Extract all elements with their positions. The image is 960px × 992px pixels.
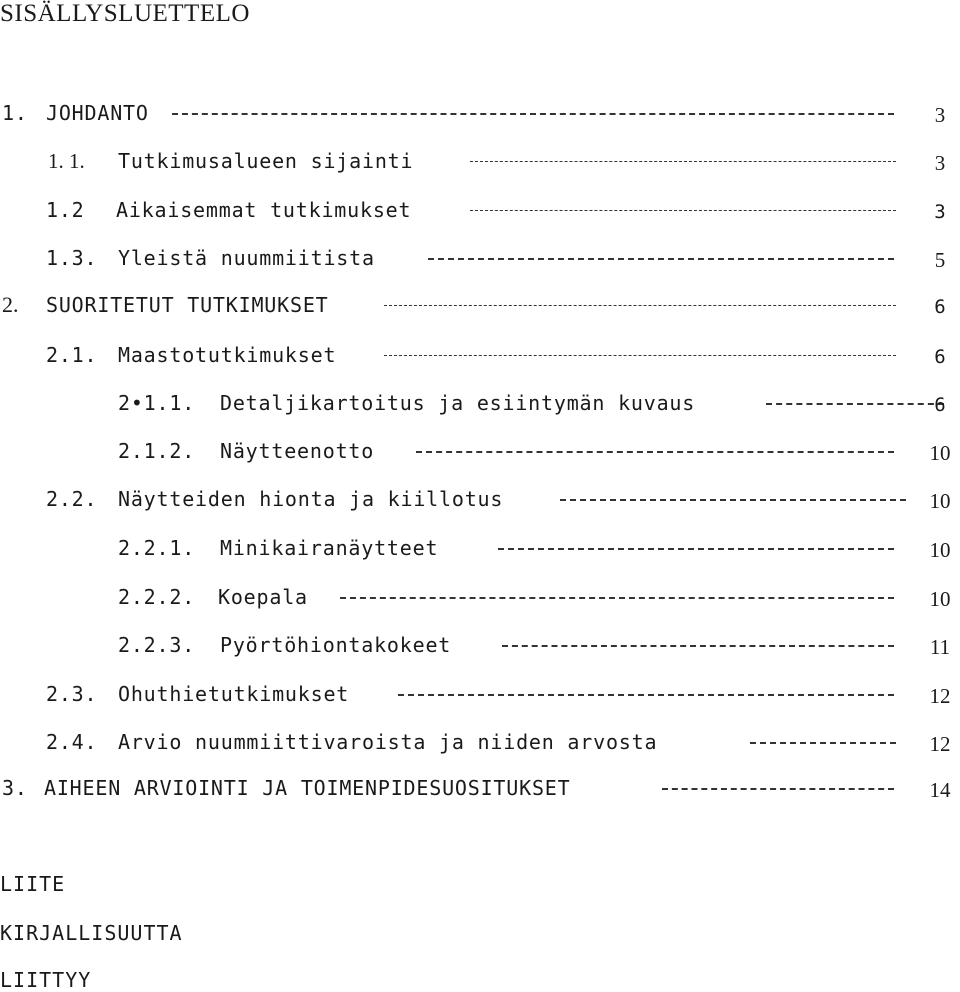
entry-title: Aikaisemmat tutkimukset xyxy=(116,198,412,222)
entry-title: Näytteenotto xyxy=(220,439,375,463)
page-title: SISÄLLYSLUETTELO xyxy=(0,0,250,27)
entry-title: JOHDANTO xyxy=(46,101,149,125)
entry-number: 3. xyxy=(2,776,28,800)
entry-page-number: 3 xyxy=(934,151,946,175)
toc-entry xyxy=(0,729,960,759)
toc-entry xyxy=(0,438,960,468)
entry-title: Minikairanäytteet xyxy=(220,536,439,560)
appendix-heading: LIITE xyxy=(0,872,66,896)
entry-number: 2.2.3. xyxy=(118,633,196,657)
entry-number: 1.3. xyxy=(46,246,98,270)
dot-leader xyxy=(398,694,894,696)
dot-leader xyxy=(498,548,894,550)
entry-title: Yleistä nuummiitista xyxy=(118,246,375,270)
entry-title: Ohuthietutkimukset xyxy=(118,682,350,706)
dot-leader xyxy=(172,113,894,115)
dot-leader xyxy=(750,742,896,744)
entry-number: 2.1.2. xyxy=(118,439,196,463)
dot-leader xyxy=(340,597,894,599)
entry-number: 2.1. xyxy=(46,343,98,367)
entry-page-number: 10 xyxy=(929,489,951,513)
entry-page-number: 5 xyxy=(934,248,946,272)
entry-page-number: 10 xyxy=(929,538,951,562)
toc-entry xyxy=(0,632,960,662)
entry-page-number: 6 xyxy=(934,346,946,368)
toc-entry xyxy=(0,245,960,275)
entry-page-number: 3 xyxy=(934,103,946,127)
attachments-heading: LIITTYY xyxy=(0,968,92,992)
toc-entry xyxy=(0,100,960,130)
entry-title: Näytteiden hionta ja kiillotus xyxy=(118,487,504,511)
entry-title: Pyörtöhiontakokeet xyxy=(220,633,452,657)
entry-number: 2.2.2. xyxy=(118,585,196,609)
dot-leader xyxy=(384,305,896,306)
entry-title: Koepala xyxy=(218,585,308,609)
toc-entry xyxy=(0,292,960,322)
entry-title: AIHEEN ARVIOINTI JA TOIMENPIDESUOSITUKSET xyxy=(44,776,571,800)
entry-number: 2•1.1. xyxy=(118,391,196,415)
entry-number: 2.2. xyxy=(46,487,98,511)
dot-leader xyxy=(766,403,944,405)
entry-title: Tutkimusalueen sijainti xyxy=(118,149,414,173)
entry-page-number: 6 xyxy=(934,394,946,416)
entry-number: 2. xyxy=(2,292,19,317)
entry-page-number: 10 xyxy=(929,587,951,611)
toc-entry xyxy=(0,486,960,516)
entry-page-number: 12 xyxy=(929,732,951,756)
toc-entry xyxy=(0,342,960,372)
dot-leader xyxy=(470,210,896,211)
entry-number: 1. xyxy=(2,101,28,125)
dot-leader xyxy=(416,451,894,453)
entry-page-number: 10 xyxy=(929,441,951,465)
entry-number: 2.3. xyxy=(46,682,98,706)
entry-page-number: 11 xyxy=(929,635,951,659)
entry-page-number: 6 xyxy=(934,296,946,318)
toc-entry xyxy=(0,584,960,614)
entry-page-number: 14 xyxy=(929,778,951,802)
toc-entry xyxy=(0,390,960,420)
toc-entry xyxy=(0,197,960,227)
toc-entry xyxy=(0,148,960,178)
dot-leader xyxy=(502,645,894,647)
toc-entry xyxy=(0,535,960,565)
dot-leader xyxy=(428,258,894,260)
entry-number: 2.4. xyxy=(46,730,98,754)
entry-title: Arvio nuummiittivaroista ja niiden arvosta xyxy=(118,730,658,754)
toc-entry xyxy=(0,681,960,711)
dot-leader xyxy=(662,788,894,790)
entry-title: SUORITETUT TUTKIMUKSET xyxy=(46,293,329,317)
dot-leader xyxy=(384,355,896,356)
entry-page-number: 12 xyxy=(929,684,951,708)
references-heading: KIRJALLISUUTTA xyxy=(0,921,183,945)
entry-number: 2.2.1. xyxy=(118,536,196,560)
entry-number: 1.2 xyxy=(46,198,85,222)
dot-leader xyxy=(470,161,896,162)
dot-leader xyxy=(560,499,906,501)
entry-number: 1. 1. xyxy=(48,149,85,173)
entry-page-number: 3 xyxy=(934,201,946,223)
entry-title: Maastotutkimukset xyxy=(118,343,337,367)
toc-entry xyxy=(0,775,960,805)
entry-title: Detaljikartoitus ja esiintymän kuvaus xyxy=(220,391,696,415)
